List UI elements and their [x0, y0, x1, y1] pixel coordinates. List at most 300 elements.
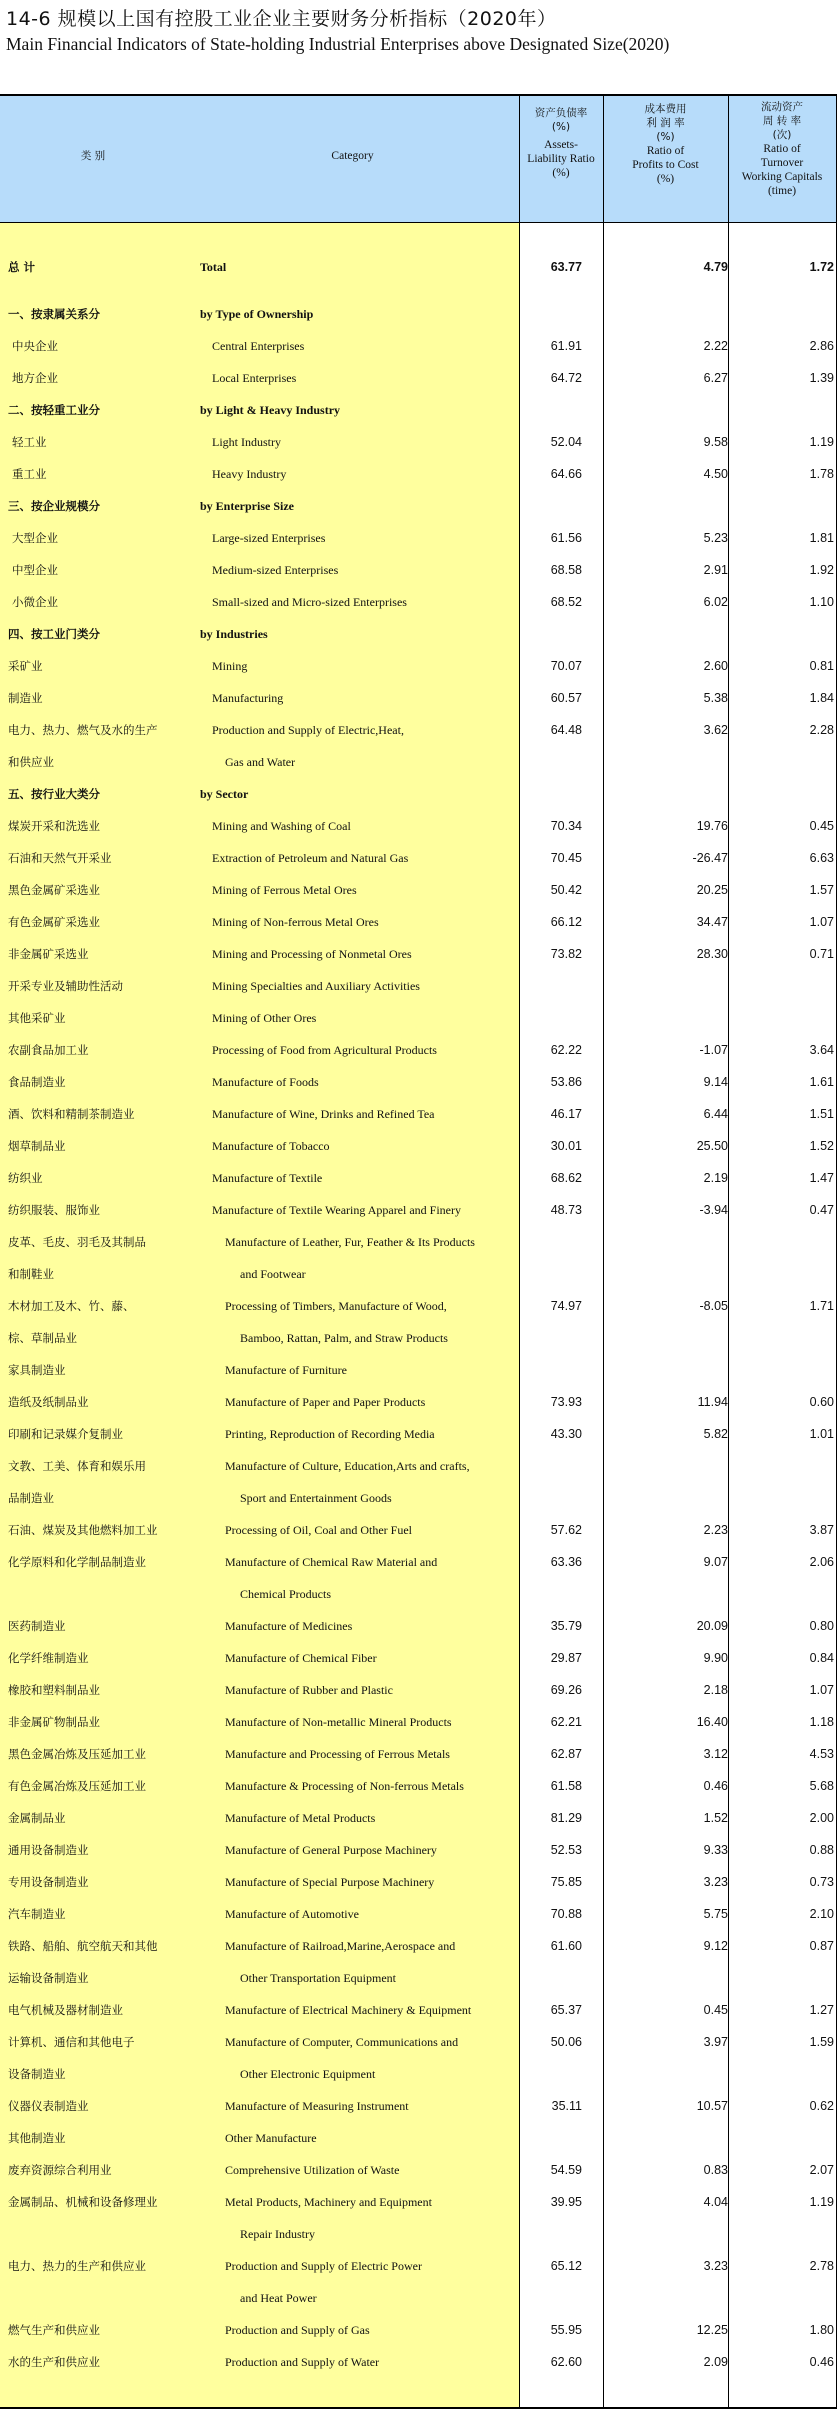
profit-cost-ratio-value: 20.09	[696, 1619, 728, 1633]
working-capital-turnover-value: 1.52	[809, 1139, 834, 1153]
category-english: Medium-sized Enterprises	[212, 563, 339, 577]
asset-liability-ratio-value: 73.93	[550, 1395, 582, 1409]
asset-liability-ratio-value: 73.82	[550, 947, 582, 961]
profit-cost-ratio-value: 20.25	[696, 883, 728, 897]
category-english: Production and Supply of Gas	[225, 2323, 370, 2337]
category-chinese: 橡胶和塑料制品业	[8, 1683, 100, 1697]
asset-liability-ratio-value: 62.60	[550, 2355, 582, 2369]
working-capital-turnover-value: 2.78	[809, 2259, 834, 2273]
table-row	[0, 458, 837, 490]
table-row	[0, 1290, 837, 1354]
profit-cost-ratio-value: 3.23	[703, 1875, 728, 1889]
asset-liability-ratio-value: 61.60	[550, 1939, 582, 1953]
table-row	[0, 298, 837, 330]
category-chinese: 电气机械及器材制造业	[8, 2003, 123, 2017]
asset-liability-ratio-value: 43.30	[550, 1427, 582, 1441]
working-capital-turnover-value: 1.71	[809, 1299, 834, 1313]
category-chinese: 重工业	[12, 467, 47, 481]
working-capital-turnover-value: 3.87	[809, 1523, 834, 1537]
category-chinese: 通用设备制造业	[8, 1843, 89, 1857]
category-chinese: 其他制造业	[8, 2131, 66, 2145]
category-english-continued: and Footwear	[240, 1267, 306, 1281]
category-chinese: 造纸及纸制品业	[8, 1395, 89, 1409]
category-english: Manufacture of General Purpose Machinery	[225, 1843, 437, 1857]
table-row	[0, 2186, 837, 2250]
category-english-continued: Repair Industry	[240, 2227, 315, 2241]
table-row	[0, 236, 837, 298]
working-capital-turnover-value: 6.63	[809, 851, 834, 865]
category-english-continued: Bamboo, Rattan, Palm, and Straw Products	[240, 1331, 448, 1345]
asset-liability-ratio-value: 70.45	[550, 851, 582, 865]
asset-liability-ratio-value: 61.58	[550, 1779, 582, 1793]
category-chinese-continued: 设备制造业	[8, 2067, 66, 2081]
table-row	[0, 1034, 837, 1066]
category-chinese: 酒、饮料和精制茶制造业	[8, 1107, 135, 1121]
table-row	[0, 1866, 837, 1898]
table-row	[0, 2090, 837, 2122]
category-english: Light Industry	[212, 435, 281, 449]
profit-cost-ratio-value: 9.90	[703, 1651, 728, 1665]
profit-cost-ratio-value: 2.18	[703, 1683, 728, 1697]
category-chinese: 采矿业	[8, 659, 43, 673]
category-english: Manufacture of Metal Products	[225, 1811, 376, 1825]
asset-liability-ratio-value: 64.72	[550, 371, 582, 385]
asset-liability-ratio-value: 69.26	[550, 1683, 582, 1697]
table-row	[0, 1674, 837, 1706]
table-row	[0, 1226, 837, 1290]
category-chinese-continued: 和供应业	[8, 755, 54, 769]
table-row	[0, 1994, 837, 2026]
working-capital-turnover-value: 2.28	[809, 723, 834, 737]
asset-liability-ratio-value: 68.52	[550, 595, 582, 609]
category-chinese: 纺织服装、服饰业	[8, 1203, 100, 1217]
working-capital-turnover-value: 0.84	[809, 1651, 834, 1665]
table-row	[0, 2314, 837, 2346]
header-category-en: Category	[331, 150, 374, 162]
category-english: Large-sized Enterprises	[212, 531, 326, 545]
table-row	[0, 1386, 837, 1418]
working-capital-turnover-value: 0.62	[809, 2099, 834, 2113]
table-row	[0, 1706, 837, 1738]
category-english: Manufacture of Textile	[212, 1171, 323, 1185]
profit-cost-ratio-value: 11.94	[697, 1395, 728, 1409]
working-capital-turnover-value: 1.84	[809, 691, 834, 705]
working-capital-turnover-value: 1.61	[809, 1075, 834, 1089]
asset-liability-ratio-value: 75.85	[550, 1875, 582, 1889]
asset-liability-ratio-value: 66.12	[550, 915, 582, 929]
category-chinese: 黑色金属冶炼及压延加工业	[8, 1747, 146, 1761]
table-row	[0, 810, 837, 842]
category-english: Manufacture of Non-metallic Mineral Products	[225, 1715, 452, 1729]
table-title-chinese: 14-6 规模以上国有控股工业企业主要财务分析指标（2020年）	[6, 8, 557, 30]
profit-cost-ratio-value: -26.47	[692, 851, 728, 865]
category-english: Manufacture of Paper and Paper Products	[225, 1395, 426, 1409]
category-chinese: 汽车制造业	[8, 1907, 66, 1921]
asset-liability-ratio-value: 54.59	[550, 2163, 582, 2177]
category-english: Central Enterprises	[212, 339, 305, 353]
working-capital-turnover-value: 0.87	[809, 1939, 834, 1953]
working-capital-turnover-value: 1.51	[809, 1107, 834, 1121]
category-chinese: 印刷和记录媒介复制业	[8, 1427, 123, 1441]
table-row	[0, 1738, 837, 1770]
category-english: by Sector	[200, 787, 249, 801]
category-english-continued: Other Electronic Equipment	[240, 2067, 376, 2081]
asset-liability-ratio-value: 60.57	[550, 691, 582, 705]
category-english: Manufacture of Wine, Drinks and Refined Tea	[212, 1107, 435, 1121]
category-english: Manufacture of Computer, Communications and	[225, 2035, 459, 2049]
asset-liability-ratio-value: 62.87	[550, 1747, 582, 1761]
asset-liability-ratio-value: 64.48	[550, 723, 582, 737]
category-english: Manufacture of Special Purpose Machinery	[225, 1875, 435, 1889]
profit-cost-ratio-value: 5.82	[703, 1427, 728, 1441]
asset-liability-ratio-value: 52.53	[550, 1843, 582, 1857]
category-english: Manufacture of Chemical Fiber	[225, 1651, 377, 1665]
table-row	[0, 1066, 837, 1098]
table-row	[0, 522, 837, 554]
profit-cost-ratio-value: 2.23	[703, 1523, 728, 1537]
table-row	[0, 1930, 837, 1994]
profit-cost-ratio-value: 3.62	[703, 723, 728, 737]
table-row	[0, 490, 837, 522]
working-capital-turnover-value: 1.59	[809, 2035, 834, 2049]
table-row	[0, 1130, 837, 1162]
table-row	[0, 714, 837, 778]
category-english: Production and Supply of Water	[225, 2355, 380, 2369]
category-chinese: 木材加工及木、竹、藤、	[8, 1299, 135, 1313]
profit-cost-ratio-value: 2.22	[703, 339, 728, 353]
category-english: Manufacture of Tobacco	[212, 1139, 330, 1153]
asset-liability-ratio-value: 74.97	[550, 1299, 582, 1313]
category-chinese-continued: 和制鞋业	[8, 1267, 54, 1281]
category-chinese: 金属制品业	[8, 1811, 66, 1825]
table-row	[0, 650, 837, 682]
profit-cost-ratio-value: 2.09	[703, 2355, 728, 2369]
asset-liability-ratio-value: 35.11	[551, 2099, 582, 2113]
header-rule	[0, 222, 837, 223]
category-english: Manufacture of Leather, Fur, Feather & Its Products	[225, 1235, 475, 1249]
profit-cost-ratio-value: 9.58	[703, 435, 728, 449]
table-row	[0, 1610, 837, 1642]
category-english: by Light & Heavy Industry	[200, 403, 341, 417]
category-english: Production and Supply of Electric,Heat,	[212, 723, 404, 737]
profit-cost-ratio-value: 25.50	[696, 1139, 728, 1153]
category-english: Extraction of Petroleum and Natural Gas	[212, 851, 409, 865]
asset-liability-ratio-value: 70.07	[550, 659, 582, 673]
profit-cost-ratio-value: 4.04	[703, 2195, 728, 2209]
category-chinese: 皮革、毛皮、羽毛及其制品	[8, 1235, 146, 1249]
category-chinese-continued: 运输设备制造业	[8, 1971, 89, 1985]
table-row	[0, 2122, 837, 2154]
asset-liability-ratio-value: 65.37	[550, 2003, 582, 2017]
category-chinese: 化学原料和化学制品制造业	[8, 1555, 146, 1569]
profit-cost-ratio-value: 3.23	[703, 2259, 728, 2273]
category-english: Comprehensive Utilization of Waste	[225, 2163, 400, 2177]
profit-cost-ratio-value: 28.30	[696, 947, 728, 961]
profit-cost-ratio-value: 2.60	[703, 659, 728, 673]
table-row	[0, 2154, 837, 2186]
profit-cost-ratio-value: 10.57	[696, 2099, 728, 2113]
category-chinese: 开采专业及辅助性活动	[8, 979, 123, 993]
asset-liability-ratio-value: 35.79	[550, 1619, 582, 1633]
bottom-rule	[0, 2407, 837, 2409]
table-row	[0, 586, 837, 618]
category-english: by Industries	[200, 627, 268, 641]
working-capital-turnover-value: 0.80	[809, 1619, 834, 1633]
category-chinese: 电力、热力、燃气及水的生产	[8, 723, 158, 737]
working-capital-turnover-value: 2.00	[809, 1811, 834, 1825]
table-row	[0, 1002, 837, 1034]
table-row	[0, 1514, 837, 1546]
category-english: Manufacture of Chemical Raw Material and	[225, 1555, 438, 1569]
table-title-english: Main Financial Indicators of State-holding Industrial Enterprises above Designated Size(2020)	[6, 34, 670, 54]
table-row	[0, 1354, 837, 1386]
category-chinese-continued: 品制造业	[8, 1491, 54, 1505]
profit-cost-ratio-value: 0.83	[703, 2163, 728, 2177]
asset-liability-ratio-value: 65.12	[550, 2259, 582, 2273]
header-asset-liability: 资产负债率 (%) Assets- Liability Ratio (%)	[527, 107, 595, 179]
working-capital-turnover-value: 0.88	[809, 1843, 834, 1857]
header-profit-cost: 成本费用 利 润 率 (%) Ratio of Profits to Cost (%)	[632, 103, 699, 185]
profit-cost-ratio-value: 9.33	[703, 1843, 728, 1857]
top-rule	[0, 94, 837, 96]
profit-cost-ratio-value: 34.47	[696, 915, 728, 929]
category-chinese: 仪器仪表制造业	[8, 2099, 89, 2113]
category-chinese: 煤炭开采和洗选业	[8, 819, 100, 833]
table-row	[0, 1802, 837, 1834]
profit-cost-ratio-value: 0.46	[703, 1779, 728, 1793]
table-row	[0, 1450, 837, 1514]
category-chinese: 非金属矿采选业	[8, 947, 89, 961]
table-row	[0, 1546, 837, 1610]
profit-cost-ratio-value: 0.45	[703, 2003, 728, 2017]
table-row	[0, 1834, 837, 1866]
working-capital-turnover-value: 0.46	[809, 2355, 834, 2369]
table-row	[0, 362, 837, 394]
category-english: Manufacture of Rubber and Plastic	[225, 1683, 393, 1697]
category-english: Total	[200, 260, 227, 274]
category-chinese: 中型企业	[12, 563, 58, 577]
category-english: Mining and Processing of Nonmetal Ores	[212, 947, 412, 961]
category-chinese: 二、按轻重工业分	[8, 403, 100, 417]
table-row	[0, 330, 837, 362]
profit-cost-ratio-value: -3.94	[699, 1203, 728, 1217]
category-english: Small-sized and Micro-sized Enterprises	[212, 595, 407, 609]
table-body	[0, 236, 837, 2378]
category-english: Processing of Timbers, Manufacture of Wood,	[225, 1299, 447, 1313]
working-capital-turnover-value: 1.39	[809, 371, 834, 385]
category-english-continued: Gas and Water	[225, 755, 296, 769]
category-english-continued: Chemical Products	[240, 1587, 331, 1601]
working-capital-turnover-value: 1.80	[809, 2323, 834, 2337]
profit-cost-ratio-value: 3.12	[703, 1747, 728, 1761]
category-chinese: 大型企业	[12, 531, 58, 545]
table-row	[0, 1642, 837, 1674]
table-row	[0, 938, 837, 970]
category-english: Mining of Ferrous Metal Ores	[212, 883, 357, 897]
working-capital-turnover-value: 2.10	[809, 1907, 834, 1921]
asset-liability-ratio-value: 62.21	[550, 1715, 582, 1729]
category-english: Mining Specialties and Auxiliary Activities	[212, 979, 420, 993]
category-chinese: 文教、工美、体育和娱乐用	[8, 1459, 146, 1473]
working-capital-turnover-value: 1.57	[809, 883, 834, 897]
asset-liability-ratio-value: 46.17	[550, 1107, 582, 1121]
table-row	[0, 842, 837, 874]
working-capital-turnover-value: 4.53	[809, 1747, 834, 1761]
working-capital-turnover-value: 1.47	[809, 1171, 834, 1185]
category-english: Manufacture of Measuring Instrument	[225, 2099, 409, 2113]
working-capital-turnover-value: 1.18	[809, 1715, 834, 1729]
profit-cost-ratio-value: 9.14	[703, 1075, 728, 1089]
category-english: Local Enterprises	[212, 371, 297, 385]
category-english-continued: Other Transportation Equipment	[240, 1971, 396, 1985]
category-chinese: 中央企业	[12, 339, 58, 353]
category-chinese: 地方企业	[12, 371, 58, 385]
asset-liability-ratio-value: 61.56	[550, 531, 582, 545]
working-capital-turnover-value: 2.86	[809, 339, 834, 353]
asset-liability-ratio-value: 63.77	[550, 260, 582, 274]
category-english-continued: Sport and Entertainment Goods	[240, 1491, 392, 1505]
category-chinese: 化学纤维制造业	[8, 1651, 89, 1665]
profit-cost-ratio-value: 19.76	[696, 819, 728, 833]
category-chinese: 总 计	[8, 260, 36, 274]
working-capital-turnover-value: 1.01	[809, 1427, 834, 1441]
category-chinese: 计算机、通信和其他电子	[8, 2035, 135, 2049]
working-capital-turnover-value: 1.78	[809, 467, 834, 481]
profit-cost-ratio-value: 5.75	[703, 1907, 728, 1921]
category-chinese: 水的生产和供应业	[8, 2355, 100, 2369]
asset-liability-ratio-value: 68.62	[550, 1171, 582, 1185]
header-working-capital-turnover: 流动资产 周 转 率 (次) Ratio of Turnover Working Capitals (time)	[741, 101, 823, 197]
working-capital-turnover-value: 1.10	[809, 595, 834, 609]
asset-liability-ratio-value: 52.04	[550, 435, 582, 449]
profit-cost-ratio-value: 9.12	[703, 1939, 728, 1953]
category-english: Mining of Other Ores	[212, 1011, 317, 1025]
category-english: Manufacture and Processing of Ferrous Metals	[225, 1747, 450, 1761]
asset-liability-ratio-value: 70.34	[550, 819, 582, 833]
category-chinese: 其他采矿业	[8, 1011, 66, 1025]
category-english: Manufacture of Medicines	[225, 1619, 353, 1633]
asset-liability-ratio-value: 29.87	[550, 1651, 582, 1665]
table-row	[0, 1898, 837, 1930]
category-chinese: 三、按企业规模分	[8, 499, 100, 513]
working-capital-turnover-value: 2.06	[809, 1555, 834, 1569]
profit-cost-ratio-value: -1.07	[699, 1043, 728, 1057]
asset-liability-ratio-value: 68.58	[550, 563, 582, 577]
profit-cost-ratio-value: 4.50	[703, 467, 728, 481]
table-row	[0, 554, 837, 586]
asset-liability-ratio-value: 39.95	[550, 2195, 582, 2209]
working-capital-turnover-value: 0.45	[809, 819, 834, 833]
category-chinese: 轻工业	[12, 435, 47, 449]
working-capital-turnover-value: 1.27	[809, 2003, 834, 2017]
asset-liability-ratio-value: 48.73	[550, 1203, 582, 1217]
working-capital-turnover-value: 0.73	[809, 1875, 834, 1889]
asset-liability-ratio-value: 70.88	[550, 1907, 582, 1921]
working-capital-turnover-value: 2.07	[809, 2163, 834, 2177]
category-chinese: 制造业	[8, 691, 43, 705]
category-english: Other Manufacture	[225, 2131, 317, 2145]
asset-liability-ratio-value: 55.95	[550, 2323, 582, 2337]
working-capital-turnover-value: 0.81	[809, 659, 834, 673]
category-english-continued: and Heat Power	[240, 2291, 317, 2305]
category-english: Production and Supply of Electric Power	[225, 2259, 422, 2273]
profit-cost-ratio-value: 5.23	[703, 531, 728, 545]
asset-liability-ratio-value: 64.66	[550, 467, 582, 481]
category-chinese: 非金属矿物制品业	[8, 1715, 100, 1729]
category-chinese: 黑色金属矿采选业	[8, 883, 100, 897]
profit-cost-ratio-value: 12.25	[696, 2323, 728, 2337]
working-capital-turnover-value: 0.60	[809, 1395, 834, 1409]
category-english: Mining of Non-ferrous Metal Ores	[212, 915, 379, 929]
asset-liability-ratio-value: 30.01	[550, 1139, 582, 1153]
table-row	[0, 906, 837, 938]
category-english: Manufacture of Railroad,Marine,Aerospace and	[225, 1939, 456, 1953]
working-capital-turnover-value: 1.81	[809, 531, 834, 545]
working-capital-turnover-value: 5.68	[809, 1779, 834, 1793]
asset-liability-ratio-value: 50.42	[550, 883, 582, 897]
category-chinese: 有色金属冶炼及压延加工业	[8, 1779, 146, 1793]
category-english: Processing of Oil, Coal and Other Fuel	[225, 1523, 412, 1537]
category-chinese: 一、按隶属关系分	[8, 307, 100, 321]
category-english: Mining and Washing of Coal	[212, 819, 351, 833]
working-capital-turnover-value: 1.19	[809, 435, 834, 449]
profit-cost-ratio-value: 6.44	[703, 1107, 728, 1121]
category-chinese: 燃气生产和供应业	[8, 2323, 100, 2337]
working-capital-turnover-value: 1.19	[809, 2195, 834, 2209]
table-row	[0, 394, 837, 426]
category-chinese: 石油和天然气开采业	[8, 851, 112, 865]
category-english: by Enterprise Size	[200, 499, 294, 513]
table-row	[0, 1418, 837, 1450]
category-chinese: 废弃资源综合利用业	[8, 2163, 112, 2177]
financial-indicators-table	[0, 94, 837, 2409]
profit-cost-ratio-value: 9.07	[703, 1555, 728, 1569]
category-english: Manufacturing	[212, 691, 284, 705]
category-chinese: 医药制造业	[8, 1619, 66, 1633]
category-chinese: 小微企业	[12, 595, 58, 609]
table-row	[0, 1770, 837, 1802]
profit-cost-ratio-value: 4.79	[703, 260, 728, 274]
profit-cost-ratio-value: 16.40	[696, 1715, 728, 1729]
table-row	[0, 1162, 837, 1194]
category-english: Manufacture of Electrical Machinery & Equipment	[225, 2003, 472, 2017]
header-category-zh: 类 别	[80, 150, 106, 162]
profit-cost-ratio-value: 6.02	[703, 595, 728, 609]
category-english: Printing, Reproduction of Recording Media	[225, 1427, 435, 1441]
category-chinese: 食品制造业	[8, 1075, 66, 1089]
table-row	[0, 2026, 837, 2090]
working-capital-turnover-value: 0.47	[809, 1203, 834, 1217]
category-english: Manufacture of Culture, Education,Arts and crafts,	[225, 1459, 470, 1473]
profit-cost-ratio-value: -8.05	[699, 1299, 728, 1313]
table-row	[0, 1194, 837, 1226]
category-english: Manufacture of Furniture	[225, 1363, 347, 1377]
category-chinese: 电力、热力的生产和供应业	[8, 2259, 146, 2273]
asset-liability-ratio-value: 81.29	[550, 1811, 582, 1825]
profit-cost-ratio-value: 2.19	[703, 1171, 728, 1185]
category-chinese: 专用设备制造业	[8, 1875, 89, 1889]
category-english: Manufacture & Processing of Non-ferrous Metals	[225, 1779, 464, 1793]
working-capital-turnover-value: 1.07	[809, 1683, 834, 1697]
category-chinese: 五、按行业大类分	[8, 787, 100, 801]
asset-liability-ratio-value: 61.91	[550, 339, 582, 353]
working-capital-turnover-value: 0.71	[809, 947, 834, 961]
profit-cost-ratio-value: 5.38	[703, 691, 728, 705]
category-chinese: 石油、煤炭及其他燃料加工业	[8, 1523, 158, 1537]
table-row	[0, 2346, 837, 2378]
category-chinese: 铁路、船舶、航空航天和其他	[8, 1939, 158, 1953]
asset-liability-ratio-value: 57.62	[550, 1523, 582, 1537]
